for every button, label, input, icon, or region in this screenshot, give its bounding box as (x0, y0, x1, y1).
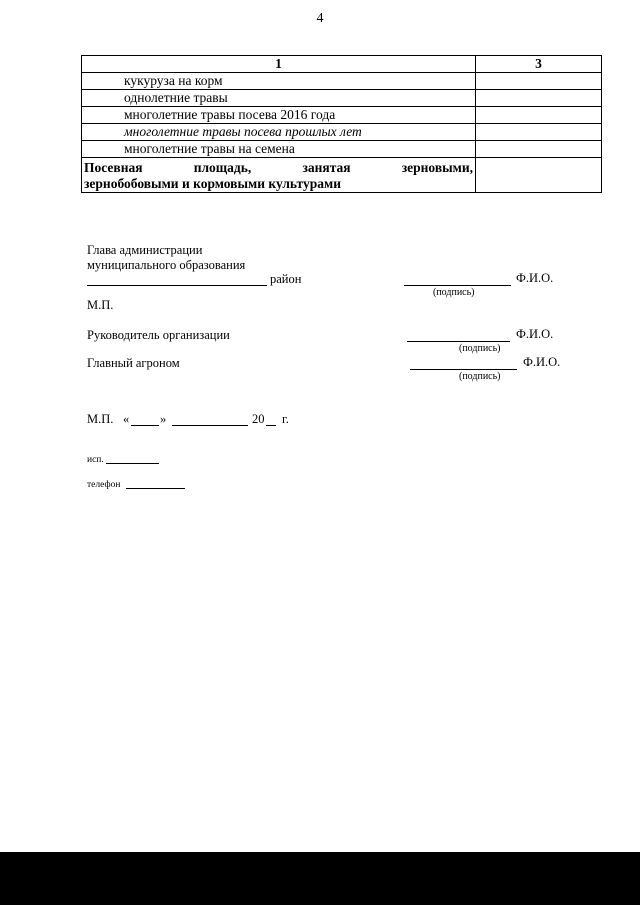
value-cell[interactable] (476, 73, 602, 90)
table-row (82, 107, 602, 124)
row-label: кукуруза на корм (124, 73, 223, 88)
total-word: занятая (302, 159, 351, 175)
org-head-label: Руководитель организации (87, 328, 230, 342)
table-row (82, 73, 602, 90)
row-label-cell (82, 124, 476, 141)
table-header-row (82, 56, 602, 73)
total-value-cell[interactable] (476, 158, 602, 193)
agronomist-signature-caption: (подпись) (459, 371, 501, 382)
org-head-fio-label: Ф.И.О. (516, 327, 554, 341)
head-signature-caption: (подпись) (433, 287, 475, 298)
phone-label: телефон (87, 480, 121, 490)
head-title-line1: Глава администрации (87, 243, 203, 257)
year-prefix: 20 (252, 412, 265, 426)
row-label: многолетние травы посева прошлых лет (124, 124, 362, 139)
org-head-signature-line[interactable] (407, 341, 510, 342)
head-title-line2: муниципального образования (87, 258, 246, 272)
org-head-signature-caption: (подпись) (459, 343, 501, 354)
date-open-quote: « (123, 412, 130, 426)
row-label: многолетние травы на семена (124, 141, 295, 156)
value-cell[interactable] (476, 90, 602, 107)
value-cell[interactable] (476, 141, 602, 158)
date-close-quote: » (160, 412, 167, 426)
municipality-line[interactable] (87, 285, 267, 286)
total-word: Посевная (84, 159, 143, 175)
value-cell[interactable] (476, 124, 602, 141)
total-label-line1 (84, 160, 473, 176)
page-number: 4 (316, 11, 324, 26)
table-row (82, 141, 602, 158)
agronomist-signature-line[interactable] (410, 369, 517, 370)
date-stamp-label: М.П. (87, 412, 114, 426)
table-row (82, 124, 602, 141)
phone-line[interactable] (126, 488, 185, 489)
chief-agronomist-label: Главный агроном (87, 356, 180, 370)
value-cell[interactable] (476, 107, 602, 124)
total-row (82, 158, 602, 193)
head-signature-line[interactable] (404, 285, 511, 286)
executor-label: исп. (87, 455, 104, 465)
total-label-cell (82, 158, 476, 193)
total-label-line2: зернобобовыми и кормовыми культурами (84, 175, 341, 191)
crop-area-table (81, 55, 602, 193)
scan-bottom-border (0, 852, 640, 905)
head-fio-label: Ф.И.О. (516, 271, 554, 285)
year-suffix: г. (282, 412, 289, 426)
date-day-line[interactable] (131, 425, 159, 426)
total-word: зерновыми, (401, 159, 473, 175)
row-label: многолетние травы посева 2016 года (124, 107, 336, 122)
column-header-1: 1 (82, 56, 476, 73)
column-header-3: 3 (476, 56, 602, 73)
row-label: однолетние травы (124, 90, 228, 105)
row-label-cell (82, 141, 476, 158)
agronomist-fio-label: Ф.И.О. (523, 355, 561, 369)
executor-line[interactable] (106, 463, 159, 464)
stamp-label: М.П. (87, 298, 114, 312)
total-word: площадь, (193, 159, 252, 175)
district-label: район (270, 272, 302, 286)
year-line[interactable] (266, 425, 276, 426)
row-label-cell (82, 90, 476, 107)
row-label-cell (82, 107, 476, 124)
date-month-line[interactable] (172, 425, 248, 426)
table-row (82, 90, 602, 107)
row-label-cell (82, 73, 476, 90)
